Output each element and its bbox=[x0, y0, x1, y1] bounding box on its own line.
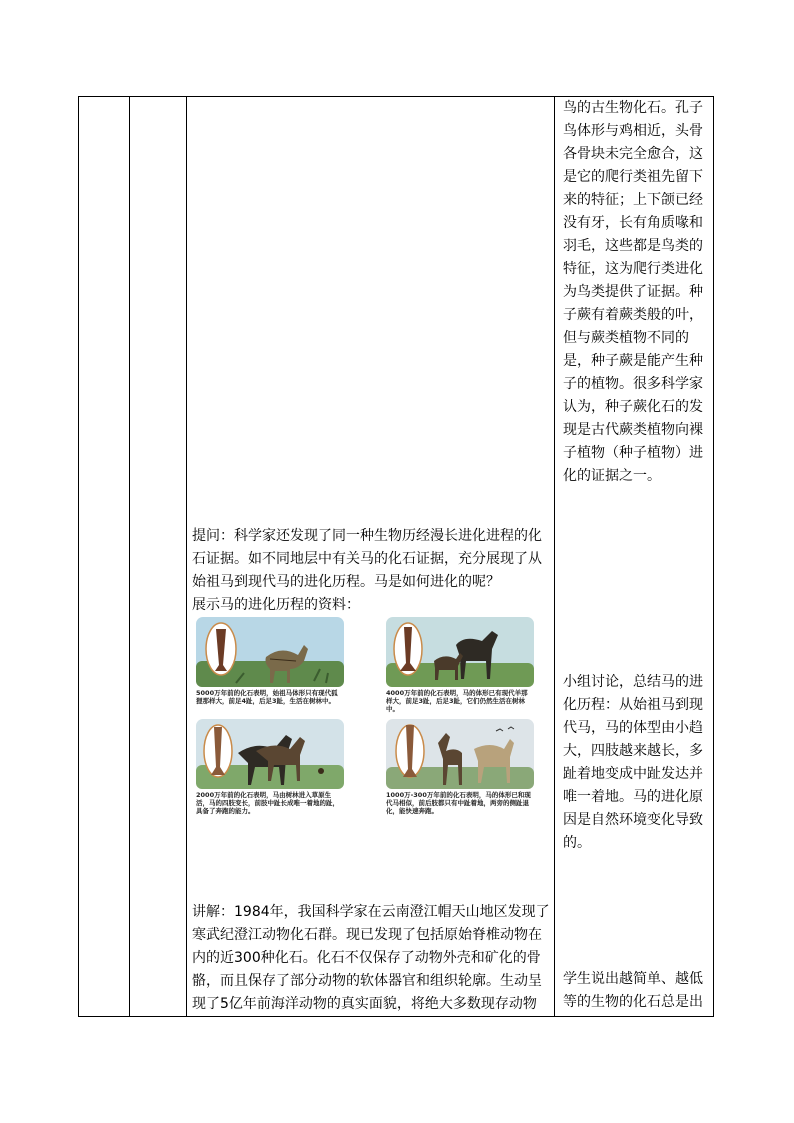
horse-caption-10m: 1000万-300万年前的化石表明，马的体形已和现代马相似，前后肢都只有中趾着地，两旁的侧趾退化，能快速奔跑。 bbox=[386, 791, 531, 815]
horse-caption-50m: 5000万年前的化石表明，始祖马体形只有现代狐狸那样大，前足4趾，后足3趾，生活在树林中。 bbox=[196, 689, 338, 705]
mesohippus-image bbox=[386, 617, 534, 687]
teacher-lecture-text: 讲解：1984年，我国科学家在云南澄江帽天山地区发现了寒武纪澄江动物化石群。现已发现了包括原始脊椎动物在内的近300种化石。化石不仅保存了动物外壳和矿化的骨骼，而且保存了部分动物的软体器官和组织轮廓。生动呈现了5亿年前海洋动物的真实面貌，将绝大多数现存动物 bbox=[192, 904, 550, 1012]
teacher-question-text: 提问：科学家还发现了同一种生物历经漫长进化进程的化石证据。如不同地层中有关马的化石证据，充分展现了从始祖马到现代马的进化历程。马是如何进化的呢？ bbox=[192, 528, 542, 590]
horse-caption-40m: 4000万年前的化石表明，马的体形已有现代羊那样大，前足3趾，后足3趾，它们仍然生活在树林中。 bbox=[386, 689, 528, 713]
student-answer-text: 学生说出越简单、越低等的生物的化石总是出 bbox=[563, 971, 703, 1010]
horse-card-50m bbox=[196, 617, 344, 705]
horse-caption-20m: 2000万年前的化石表明，马由树林进入草原生活，马的四肢变长，前肢中趾长成唯一着地的趾，具备了奔跑的能力。 bbox=[196, 791, 339, 815]
merychippus-image bbox=[196, 719, 344, 789]
column-divider-2 bbox=[186, 97, 187, 1016]
show-material-text: 展示马的进化历程的资料： bbox=[192, 597, 360, 613]
eohippus-image bbox=[196, 617, 344, 687]
horse-evolution-figure bbox=[194, 617, 549, 822]
pliohippus-image bbox=[386, 719, 534, 789]
lesson-table bbox=[78, 96, 714, 1017]
teacher-question-block bbox=[192, 525, 550, 617]
column-divider-1 bbox=[129, 97, 130, 1016]
horse-card-40m bbox=[386, 617, 534, 713]
horse-card-10m bbox=[386, 719, 534, 815]
student-group-discussion-text: 小组讨论，总结马的进化历程：从始祖马到现代马，马的体型由小趋大，四肢越来越长，多趾着地变成中趾发达并唯一着地。马的进化原因是自然环境变化导致的。 bbox=[563, 674, 703, 851]
student-activity-fossil-text: 鸟的古生物化石。孔子鸟体形与鸡相近，头骨各骨块未完全愈合，这是它的爬行类祖先留下来的特征；上下颌已经没有牙，长有角质喙和羽毛，这些都是鸟类的特征，这为爬行类进化为鸟类提供了证据。种子蕨有着蕨类般的叶，但与蕨类植物不同的是，种子蕨是能产生种子的植物。很多科学家认为，种子蕨化石的发现是古代蕨类植物向裸子植物（种子植物）进化的证据之一。 bbox=[563, 100, 703, 484]
column-divider-3 bbox=[554, 97, 555, 1016]
horse-card-20m bbox=[196, 719, 344, 815]
